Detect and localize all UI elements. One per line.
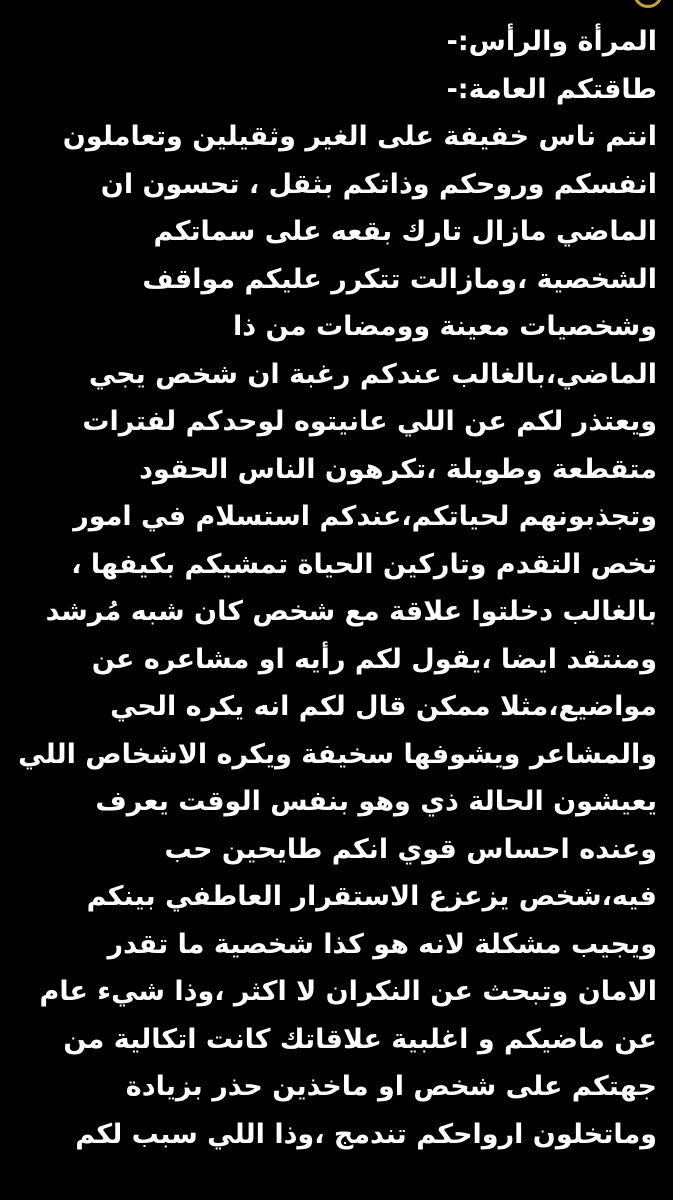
text-line: بالغالب دخلتوا علاقة مع شخص كان شبه مُرشد — [45, 596, 657, 627]
text-line: انتم ناس خفيفة على الغير وثقيلين وتعاملون — [62, 121, 657, 152]
text-line: الامان وتبحث عن النكران لا اكثر ،وذا شيء عام — [39, 976, 657, 1007]
text-line: متقطعة وطويلة ،تكرهون الناس الحقود — [139, 453, 657, 485]
text-line: الماضي،بالغالب عندكم رغبة ان شخص يجي — [88, 358, 657, 390]
text-line: وشخصيات معينة وومضات من ذا — [233, 311, 657, 342]
text-line: جهتكم على شخص او ماخذين حذر بزيادة — [125, 1071, 657, 1102]
note-heading: المرأة والرأس:- — [446, 26, 657, 57]
text-line: مواضيع،مثلا ممكن قال لكم انه يكره الحي — [110, 691, 657, 722]
text-line: ويجيب مشكلة لانه هو كذا شخصية ما تقدر — [107, 928, 657, 960]
text-line: وماتخلون ارواحكم تندمج ،وذا اللي سبب لكم — [75, 1118, 657, 1150]
text-line: الشخصية ،ومازالت تتكرر عليكم مواقف — [142, 263, 657, 295]
text-line: فيه،شخص يزعزع الاستقرار العاطفي بينكم — [86, 881, 657, 912]
text-line: وتجذبونهم لحياتكم،عندكم استسلام في امور — [73, 501, 657, 532]
text-line: وعنده احساس قوي انكم طايحين حب — [164, 833, 657, 865]
text-line: ومنتقد ايضا ،يقول لكم رأيه او مشاعره عن — [91, 643, 657, 675]
text-line: تخص التقدم وتاركين الحياة تمشيكم بكيفها ، — [71, 548, 657, 580]
text-line: يعيشون الحالة ذي وهو بنفس الوقت يعرف — [95, 786, 657, 817]
emoji-icon — [633, 0, 663, 8]
text-line: والمشاعر ويشوفها سخيفة ويكره الاشخاص اللي — [18, 738, 657, 770]
text-line: عن ماضيكم و اغلبية علاقاتك كانت اتكالية من — [63, 1023, 657, 1055]
note-text — [12, 18, 657, 1158]
text-line: الماضي مازال تارك بقعه على سماتكم — [153, 216, 657, 247]
text-line: انفسكم وروحكم وذاتكم بثقل ، تحسون ان — [100, 168, 657, 200]
text-line: ويعتذر لكم عن اللي عانيتوه لوحدكم لفترات — [82, 406, 657, 437]
note-subheading: طاقتكم العامة:- — [446, 73, 657, 105]
